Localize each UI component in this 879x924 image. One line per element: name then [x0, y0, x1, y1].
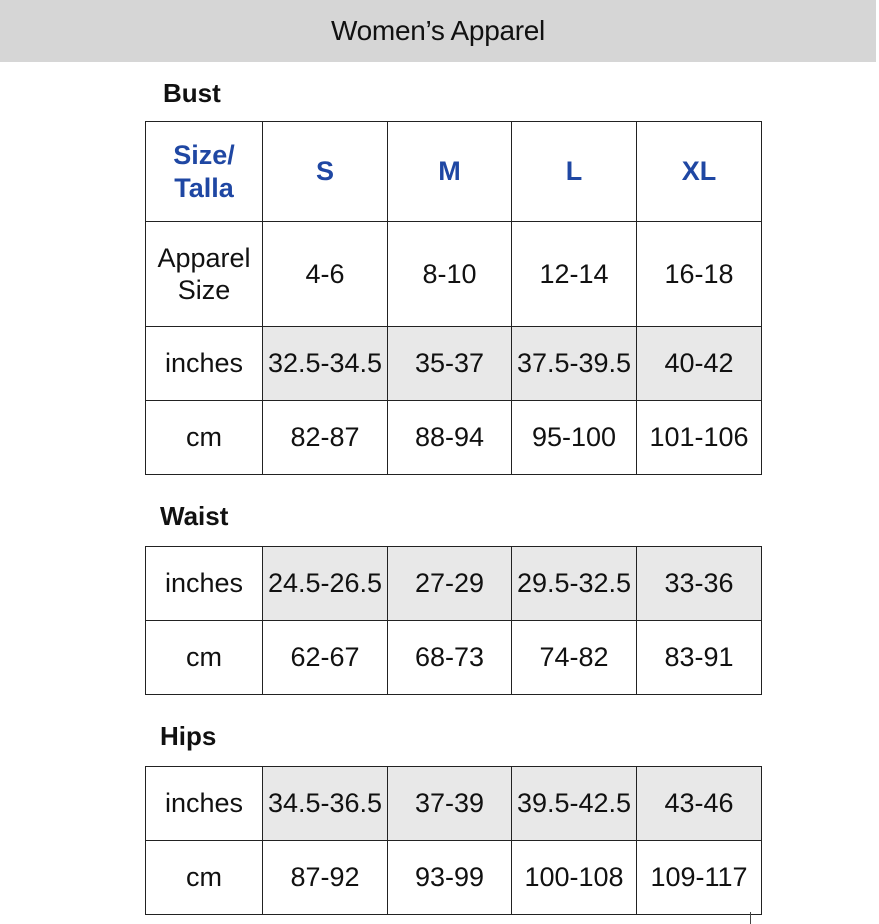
hips-size-table: [145, 766, 762, 915]
size-m-header: M: [388, 122, 512, 222]
bust-size-table: [145, 121, 762, 475]
table-cell: 37-39: [388, 767, 512, 841]
table-cell: 8-10: [388, 222, 512, 327]
bust-header-row: [146, 122, 762, 222]
table-cell: 27-29: [388, 547, 512, 621]
table-cell: 33-36: [637, 547, 762, 621]
table-cell: 40-42: [637, 327, 762, 401]
table-cell: 37.5-39.5: [512, 327, 637, 401]
table-cell: 32.5-34.5: [263, 327, 388, 401]
size-l-header: L: [512, 122, 637, 222]
bust-cm-row: [146, 401, 762, 475]
waist-inches-row: [146, 547, 762, 621]
hips-cm-row: [146, 841, 762, 915]
table-cell: 39.5-42.5: [512, 767, 637, 841]
table-cell: 83-91: [637, 621, 762, 695]
table-cell: 24.5-26.5: [263, 547, 388, 621]
table-cell: 43-46: [637, 767, 762, 841]
row-label-inches: inches: [146, 327, 263, 401]
table-cell: 35-37: [388, 327, 512, 401]
bust-inches-row: [146, 327, 762, 401]
table-cell: 34.5-36.5: [263, 767, 388, 841]
table-cell: 109-117: [637, 841, 762, 915]
table-cell: 4-6: [263, 222, 388, 327]
hips-inches-row: [146, 767, 762, 841]
page-title-banner: [0, 0, 876, 62]
bottom-edge-tick: [750, 912, 751, 924]
row-label-apparel-size: Apparel Size: [146, 222, 263, 327]
table-cell: 101-106: [637, 401, 762, 475]
waist-heading: Waist: [160, 501, 229, 531]
table-cell: 100-108: [512, 841, 637, 915]
size-xl-header: XL: [637, 122, 762, 222]
row-label-inches: inches: [146, 767, 263, 841]
waist-cm-row: [146, 621, 762, 695]
table-cell: 74-82: [512, 621, 637, 695]
table-cell: 82-87: [263, 401, 388, 475]
size-s-header: S: [263, 122, 388, 222]
row-label-cm: cm: [146, 621, 263, 695]
table-cell: 95-100: [512, 401, 637, 475]
page-title: Women’s Apparel: [331, 15, 545, 46]
table-cell: 93-99: [388, 841, 512, 915]
table-cell: 62-67: [263, 621, 388, 695]
row-label-cm: cm: [146, 401, 263, 475]
bust-apparel-size-row: [146, 222, 762, 327]
bust-heading: Bust: [163, 78, 221, 108]
row-label-cm: cm: [146, 841, 263, 915]
table-cell: 12-14: [512, 222, 637, 327]
table-cell: 68-73: [388, 621, 512, 695]
table-cell: 16-18: [637, 222, 762, 327]
waist-size-table: [145, 546, 762, 695]
row-label-inches: inches: [146, 547, 263, 621]
table-cell: 87-92: [263, 841, 388, 915]
size-talla-header: Size/ Talla: [146, 122, 263, 222]
table-cell: 88-94: [388, 401, 512, 475]
hips-heading: Hips: [160, 721, 217, 751]
table-cell: 29.5-32.5: [512, 547, 637, 621]
